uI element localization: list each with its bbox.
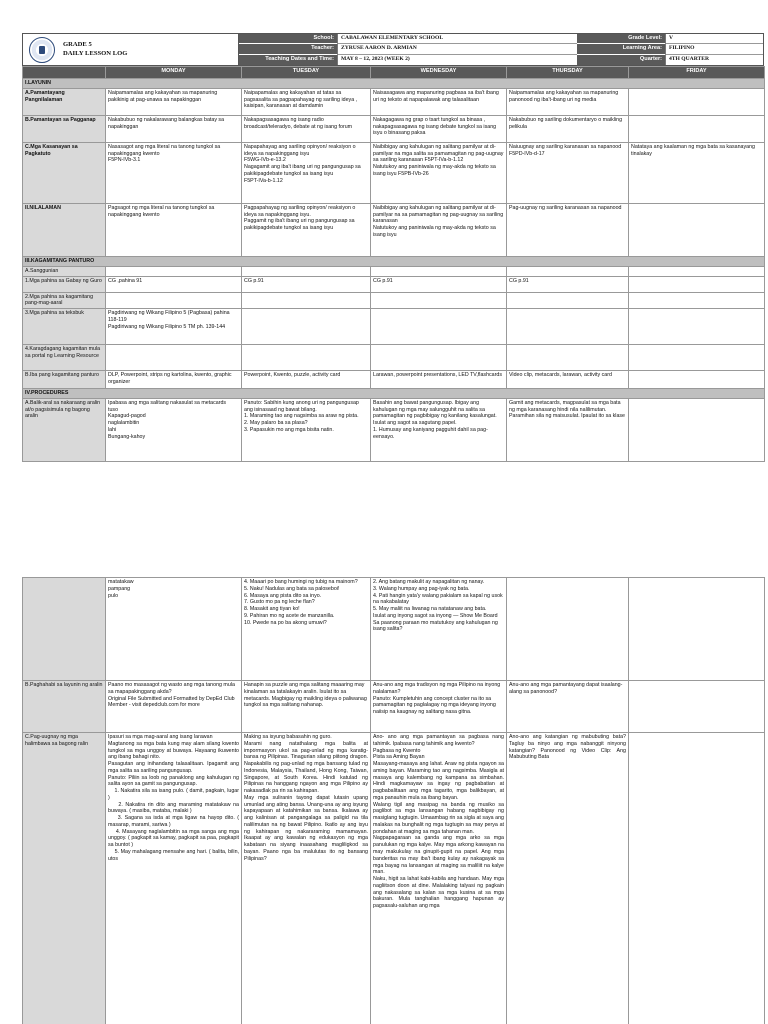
day-cell [507,276,629,292]
day-cell [371,578,507,681]
cell-text: DLP, Powerpoint, strips ng kartolina, kwento, graphic organizer [108,372,234,385]
cell-text: Naibibigay ang kahulugan ng salitang pamilyar at di-pamilyar na sa pamamagitan ng pag-uugnay sa sariling karanasan [373,204,505,225]
day-cell [371,88,507,115]
cell-text: Naipamamalas ang kakayahan sa mapanuring panonood ng iba't-ibang uri ng media [509,89,620,103]
day-cell [106,88,242,115]
day-cell [106,371,242,389]
cell-text: 1. Humusay ang kaniyang pagguhit dahil sa pag-eensayo. [373,426,488,440]
cell-text: 3. Sagana sa isda at mga ligaw na hayop dito. ( masarap, marami, sariwa ) [108,815,241,828]
day-cell [371,309,507,345]
grade-title: GRADE 5 [63,40,92,48]
day-cell [371,398,507,461]
school-label: School: [239,34,337,44]
cell-text: Naipapamalas ang kakayahan at tatas sa pagsasalita sa pagpapahayag ng sariling ideya , kaisipan, karanasan at damdamin [244,89,359,110]
section-row [23,256,765,266]
area-label: Learning Area: [577,44,665,54]
row-label: 4.Karagdagang kagamitan mula sa portal ng Learning Resource [23,345,106,371]
cell-text: Basahin ang bawat pangungusap. Ibigay ang kahulugan ng mga may salungguhit na salita sa pamamagitan ng pagbibigay ng kanilang kasalungat. Isulat ang sagot sa sagutang papel. [373,399,499,427]
cell-text: Masayang-masaya ang lahat. Araw ng pista ngayon sa aming bayan. Maraming tao ang nagsimba. Masigla at masaya ang kalembang ng kampana sa simbahan. Hindi magkamayaw sa ingay ng pagbabatian at pagbabalitaan ang mga tagarito, mga balikbayan, at mga panauhin mula sa ibang bayan. [373,761,506,801]
day-cell [371,203,507,256]
day-cell [629,371,765,389]
dates-label: Teaching Dates and Time: [239,55,337,65]
day-cell [629,266,765,276]
cell-text: 9. Pahiran mo ng acete de manzanilla. [244,612,335,619]
lesson-row [23,578,765,681]
day-cell [371,266,507,276]
day-cell [242,345,371,371]
cell-text: Ipasuri sa mga mag-aaral ang isang larawan [108,734,213,740]
cell-text: matatakaw [108,579,134,585]
lesson-row [23,266,765,276]
cell-text: Naiuugnay ang sariling karanasan sa napanood F5PD-IVb-d-17 [509,143,623,157]
cell-text: CG p.91 [509,277,529,284]
cell-text: Ano- ano ang mga pamantayan sa pagbasa nang tahimik. Ipabasa nang tahimik ang kwento? [373,734,506,747]
lesson-row [23,88,765,115]
cell-text: 10. Pwede na po ba akong umuwi? [244,619,327,626]
cell-text: CG p.91 [373,277,393,284]
header-meta [239,34,763,65]
day-cell [242,681,371,733]
row-label: 1.Mga pahina sa Gabay ng Guro [23,276,106,292]
cell-text: 4. Masayang naglalambitin sa mga sanga ang mga unggoy. ( pagkapit sa kamay, pagkapit sa paa, pagkapit sa buntot ) [108,828,241,849]
lesson-row [23,309,765,345]
row-label: 3.Mga pahina sa teksbuk [23,309,106,345]
day-cell [106,681,242,733]
cell-text: lahi [108,426,117,433]
day-cell [507,398,629,461]
lesson-row [23,276,765,292]
cell-text: May mga suliranin tayong dapat lutasin upang umunlad ang ating bansa. Unang-una ay ang isyung kapayapaan at katahimikan sa bansa. Ikalawa ay ang kalinisan at pangangalaga sa paligid na tila nalilimutan na ng bawat Pilipino. Ikatlo ay ang isyu ng kahirapan ng nakararaming mamamayan. Ikaapat ay ang kawalan ng edukasyon ng mga kabataan na siyang inaasahang magliligkod sa bayan. Paano nga ba malulutas ito ng bansang Pilipinas? [244,794,370,862]
cell-text: F5PN-IVb-3.1 [108,157,141,164]
day-cell [106,345,242,371]
cell-text: Video clip, metacards, larawan, activity card [509,372,612,379]
day-cell [242,371,371,389]
day-header: MONDAY [106,67,242,79]
day-cell [507,88,629,115]
school-value: CABALAWAN ELEMENTARY SCHOOL [337,34,577,44]
lesson-row [23,345,765,371]
lesson-table-page-1 [22,66,765,462]
cell-text: CG ,pahina 91 [108,277,143,284]
cell-text: Anu-ano ang mga pamantayang dapat isaalang-alang sa panonood? [509,682,623,695]
day-header-blank [23,67,106,79]
cell-text: Nakapagsasagawa ng isang radio broadcast/teleradyo, debate at ng isang forum [244,116,353,130]
cell-text: Pagsagot ng mga literal na tanong tungkol sa napakinggang kwento [108,204,216,218]
cell-text: Gamit ang metacards, magpasulat sa mga bata ng mga karanasang hindi nila nalilimutan. Paramihan sila ng maisusulat. Ipaulat ito sa klase [509,399,626,420]
section-row [23,79,765,89]
day-cell [371,276,507,292]
day-cell [106,266,242,276]
cell-text: Pagdiriwang ng Wikang Filipino 5 (Pagbasa) pahina 118-119 [108,310,232,323]
day-cell [371,345,507,371]
cell-text: Sa paanong paraan mo matutukoy ang kahulugan ng isang salita? [373,619,500,633]
cell-text: 5. May maliit na liwanag na natatanaw ang bata. [373,606,487,613]
cell-text: Naibibigay ang kahulugan ng salitang pamilyar at di-pamilyar na mga salita sa pamamagitan ng pag-uugnay sa sariling karanasan F5PT-IVa-b-1.12 [373,143,505,164]
grade-label: Grade Level: [577,34,665,44]
cell-text: 2. Nakatira rin dito ang maraming matatakaw na buwaya. ( masiba, mataba, malaki ) [108,801,241,815]
day-cell [371,142,507,203]
day-cell [371,681,507,733]
cell-text: Walang tigil ang masipag na banda ng musiko sa paglibot sa mga lansangan habang nagbibigay ng masiglang tugtugin. Umaambag rin sa sigla at saya ang malakas na bunghalit ng mga tugtugin sa may perya at pondahan at maging sa mga tahanan man. [373,801,506,835]
lesson-row [23,681,765,733]
dll-header [22,33,764,66]
day-cell [629,292,765,309]
cell-text: Paano mo masasagot ng wasto ang mga tanong mula sa mapapakinggang akda? [108,682,237,695]
cell-text: Panuto: Sabihin kung anong uri ng pangungusap ang isinasaad ng bawat bilang. [244,399,361,413]
cell-text: 8. Masakit ang tiyan ko! [244,606,300,613]
cell-text: Ano-ano ang katangian ng mabubuting bata? Tagluy ba ninyo ang mga nabanggit ninyong katangian? Panonood ng Video Clip: Ang Mabubuting Bata [509,734,628,761]
row-label: A.Pamantayang Pangnilalaman [23,88,106,115]
day-cell [629,309,765,345]
cell-text: Pagdiriwang ng Wikang Filipino 5 TM ph. 139-144 [108,323,226,330]
day-cell [507,266,629,276]
cell-text: Hanapin sa puzzle ang mga salitang maaaring may kinalaman sa tatalakayin aralin. Isulat ito sa metacards. Magbigay ng maikling ideya o paliwanag tungkol sa mga salitang nahanap. [244,682,369,709]
cell-text: Paggamit ng iba't ibang uri ng pangungusap sa pakikipagdebate tungkol sa isang isyu [244,218,357,232]
cell-text: Natutukoy ang paniniwala ng may-akda ng teksto sa isang isyu [373,225,498,238]
cell-text: Magtanong sa mga bata kung may alam silang kwento tungkol sa mga unggoy at buwaya. Hayaang ikuwento ang ibang bahagi nito. [108,740,241,761]
day-cell [507,203,629,256]
cell-text: Making sa isyung babasahin ng guro. [244,734,332,740]
day-cell [629,203,765,256]
cell-text: naglalambitin [108,420,140,427]
cell-text: F5WG-IVb-e-13.2 [244,157,286,164]
quarter-value: 4TH QUARTER [665,55,763,65]
lesson-row [23,142,765,203]
day-cell [106,142,242,203]
section-label: IV.PROCEDURES [23,389,765,399]
cell-text: Original File Submitted and Formatted by DepEd Club Member - visit depedclub.com for more [108,695,237,709]
cell-text: 6. Masaya ang pista dito sa inyo. [244,592,322,599]
day-cell [242,276,371,292]
row-label: 2.Mga pahina sa kagamitang pang-mag-aaral [23,292,106,309]
cell-text: Powerpoint, Kwento, puzzle, activity card [244,372,341,379]
cell-text: 4. Pati hangin yata'y walang pakialam sa kapal ng usok na nakabalatay [373,592,505,606]
section-label: I.LAYUNIN [23,79,765,89]
day-cell [242,292,371,309]
day-cell [629,345,765,371]
day-cell [507,733,629,1024]
day-cell [371,371,507,389]
row-label: C.Pag-uugnay ng mga halimbawa sa bagong ralin [23,733,106,1024]
cell-text: 1. Maraming tao ang nagsimba sa araw ng pista. [244,413,359,420]
dates-value: MAY 8 – 12, 2023 (WEEK 2) [337,55,577,65]
cell-text: Naisasagawa ang mapanuring pagbasa sa iba't ibang uri ng teksto at napapalawak ang talasalitaan [373,89,501,103]
day-cell [242,309,371,345]
cell-text: Pagbasa ng Kwento [373,747,421,754]
day-header: WEDNESDAY [371,67,507,79]
cell-text: 5. May mahalagang mensahe ang hari. ( balita, bilin, utos [108,849,241,862]
cell-text: Naku, higit sa lahat kabi-kabila ang handaan. May mga nagliitson doon at dine. Malalaking talyasi ng pagkain ang nakasalang sa kalan sa mga kusina at sa mga bakuran. Mula tanghalian hanggang hapunan ay pagsasalu-saluhan ang mga [373,876,506,910]
lesson-row [23,292,765,309]
cell-text: Anu-ano ang mga tradisyon ng mga Pilipino na inyong nalalaman? [373,682,502,695]
day-cell [106,276,242,292]
cell-text: pulo [108,592,119,599]
cell-text: Nagpapagaraan sa ganda ang mga arko sa mga panulukan ng mga kalye. May mga arkong kawayan na may makukulay na ginupit-gupit na papel. Ang mga banderitas na may iba't ibang kulay ay nakagayak sa mga bayag na lansangan at maging sa maliliit na kalye man. [373,835,506,876]
day-header-row [23,67,765,79]
day-cell [106,578,242,681]
row-label: A.Sanggunian [23,266,106,276]
section-label: III.KAGAMITANG PANTURO [23,256,765,266]
cell-text: 1. Nakatira sila sa isang pulo. ( damit, pagkain, lugar ) [108,788,241,801]
teacher-label: Teacher: [239,44,337,54]
cell-text: 5. Naku! Nadulas ang bata sa paloseboi! [244,585,340,592]
day-cell [629,398,765,461]
page-1 [22,33,764,462]
area-value: FILIPINO [665,44,763,54]
day-cell [629,88,765,115]
day-cell [106,115,242,142]
cell-text: Pagpapahayag ng sariling opinyon/ reaksiyon o ideya sa napakinggang isyu. [244,204,357,218]
day-cell [242,733,371,1024]
row-label: A.Balik-aral sa nakaraang aralin at/o pagsisimula ng bagong aralin [23,398,106,461]
header-logo-cell [23,34,239,65]
day-cell [629,681,765,733]
day-cell [507,681,629,733]
cell-text: 7. Gusto mo pa ng leche flan? [244,599,315,606]
cell-text: Pag-uugnay ng sariling karanasan sa napanood [509,204,622,211]
grade-value: V [665,34,763,44]
lesson-table-page-2 [22,577,765,1024]
day-cell [507,142,629,203]
day-cell [242,115,371,142]
cell-text: Napapahayag ang sariling opinyon/ reaksiyon o ideya sa napakinggang isyu [244,143,358,157]
day-cell [242,88,371,115]
cell-text: Pasagutan ang inihandang talasalitaan. Ipagamit ang mga salita sa sariling pangungusap. [108,761,241,774]
day-cell [507,345,629,371]
cell-text: Marami nang natathalang mga balita at impormasyon ukol sa pag-unlad ng mga karatig-bansa ng Pilipinas. Tinagurian silang piitong dragon. Napakabilis ng pag-unlad ng mga bansang tulad ng Indonesia, Malaysia, Thailand, Hong Kong, Taiwan, Singapore, at South Korea. Hindi katulad ng Pilipinas na hanggang ngayon ang mga Pilipino ay nakasadlak pa rin sa kahirapan. [244,740,370,795]
row-label: B.Paghahabi sa layunin ng aralin [23,681,106,733]
cell-text: Nakagagawa ng grap o tsart tungkol sa binasa , nakapagsasagawa ng isang debate tungkol sa isang isyu o binasang paksa [373,116,498,137]
cell-text: Nasasagot ang mga literal na tanong tungkol sa napakinggang kwento [108,143,222,157]
quarter-label: Quarter: [577,55,665,65]
cell-text: 3. Papasukin mo ang mga bisita natin. [244,426,334,433]
cell-text: Panuto: Piliin sa loob ng panaklong ang kahulugan ng salita ayon sa gamit sa pangungusap. [108,774,241,788]
deped-seal-icon [29,37,55,63]
day-cell [629,578,765,681]
day-header: FRIDAY [629,67,765,79]
cell-text: Nagagamit ang iba't ibang uri ng pangungusap sa pakikipagdebate tungkol sa isang isyu [244,164,363,177]
row-label: B.Iba pang kagamitang panturo [23,371,106,389]
cell-text: 2. Ang batang makulit ay napagalitan ng nanay. [373,579,485,585]
cell-text: Kapagud-pagod [108,413,146,420]
cell-text: Naipamamalas ang kakayahan sa mapanuring pakikinig at pag-unawa sa napakinggan [108,89,219,103]
cell-text: Panuto: Kumpletuhin ang concept cluster na ito sa pamamagitan ng paglalagay ng mga ideyang inyong naiisip na kaugnay ng salitang nasa gitna. [373,695,498,716]
day-cell [106,398,242,461]
day-cell [242,398,371,461]
lesson-row [23,203,765,256]
row-label: II.NILALAMAN [23,203,106,256]
day-cell [629,115,765,142]
cell-text: CG p.91 [244,277,264,284]
day-cell [629,142,765,203]
lesson-row [23,398,765,461]
day-cell [106,203,242,256]
day-cell [507,371,629,389]
day-cell [371,733,507,1024]
page-2 [22,577,764,1024]
cell-text: pampang [108,585,131,592]
day-cell [106,309,242,345]
day-cell [507,309,629,345]
day-cell [507,578,629,681]
day-cell [242,578,371,681]
cell-text: 4. Maaari po bang humingi ng tubig na mainom? [244,579,358,585]
row-label [23,578,106,681]
day-header: TUESDAY [242,67,371,79]
lesson-rows-page-2 [23,578,765,1024]
cell-text: Isulat ang inyong sagot sa inyong — Show Me Board [373,612,498,619]
lesson-row [23,115,765,142]
day-cell [371,292,507,309]
cell-text: Ipabasa ang mga salitang nakasulat sa metacards [108,399,227,406]
cell-text: Larawan, powerpoint presentations, LED TV,flashcards [373,372,502,379]
lesson-rows-page-1 [23,79,765,462]
day-header: THURSDAY [507,67,629,79]
row-label: B.Pamantayan sa Pagganap [23,115,106,142]
lesson-row [23,733,765,1024]
cell-text: F5PT-IVa-b-1.12 [244,177,283,184]
cell-text: Pista sa Aming Bayan [373,754,425,761]
cell-text: Nakabubuo ng sariling dokumentaryo o maikling pelikula [509,116,624,130]
cell-text: 2. May palaro ba sa plasa? [244,420,308,427]
teacher-value: ZYRUSE AARON D. ARMIAN [337,44,577,54]
day-cell [242,203,371,256]
day-cell [242,142,371,203]
row-label: C.Mga Kasanayan sa Pagkatuto [23,142,106,203]
cell-text: 3. Walang humpay ang pag-iyak ng bata. [373,585,470,592]
log-title: DAILY LESSON LOG [63,49,128,57]
cell-text: Natutukoy ang paniniwala ng may-akda ng teksto sa isang isyu F5PB-IVb-26 [373,164,498,177]
cell-text: Bungang-kahoy [108,433,146,440]
cell-text: Nakabubuo ng nakalarawang balangkas batay sa napakinggan [108,116,226,130]
day-cell [507,115,629,142]
lesson-row [23,371,765,389]
day-cell [629,276,765,292]
day-cell [629,733,765,1024]
day-cell [371,115,507,142]
day-cell [106,733,242,1024]
day-cell [242,266,371,276]
day-cell [106,292,242,309]
section-row [23,389,765,399]
day-cell [507,292,629,309]
header-title [63,41,127,59]
cell-text: Natataya ang kaalaman ng mga bata sa kasanayang tinalakay [631,143,757,157]
cell-text: tuso [108,406,119,413]
